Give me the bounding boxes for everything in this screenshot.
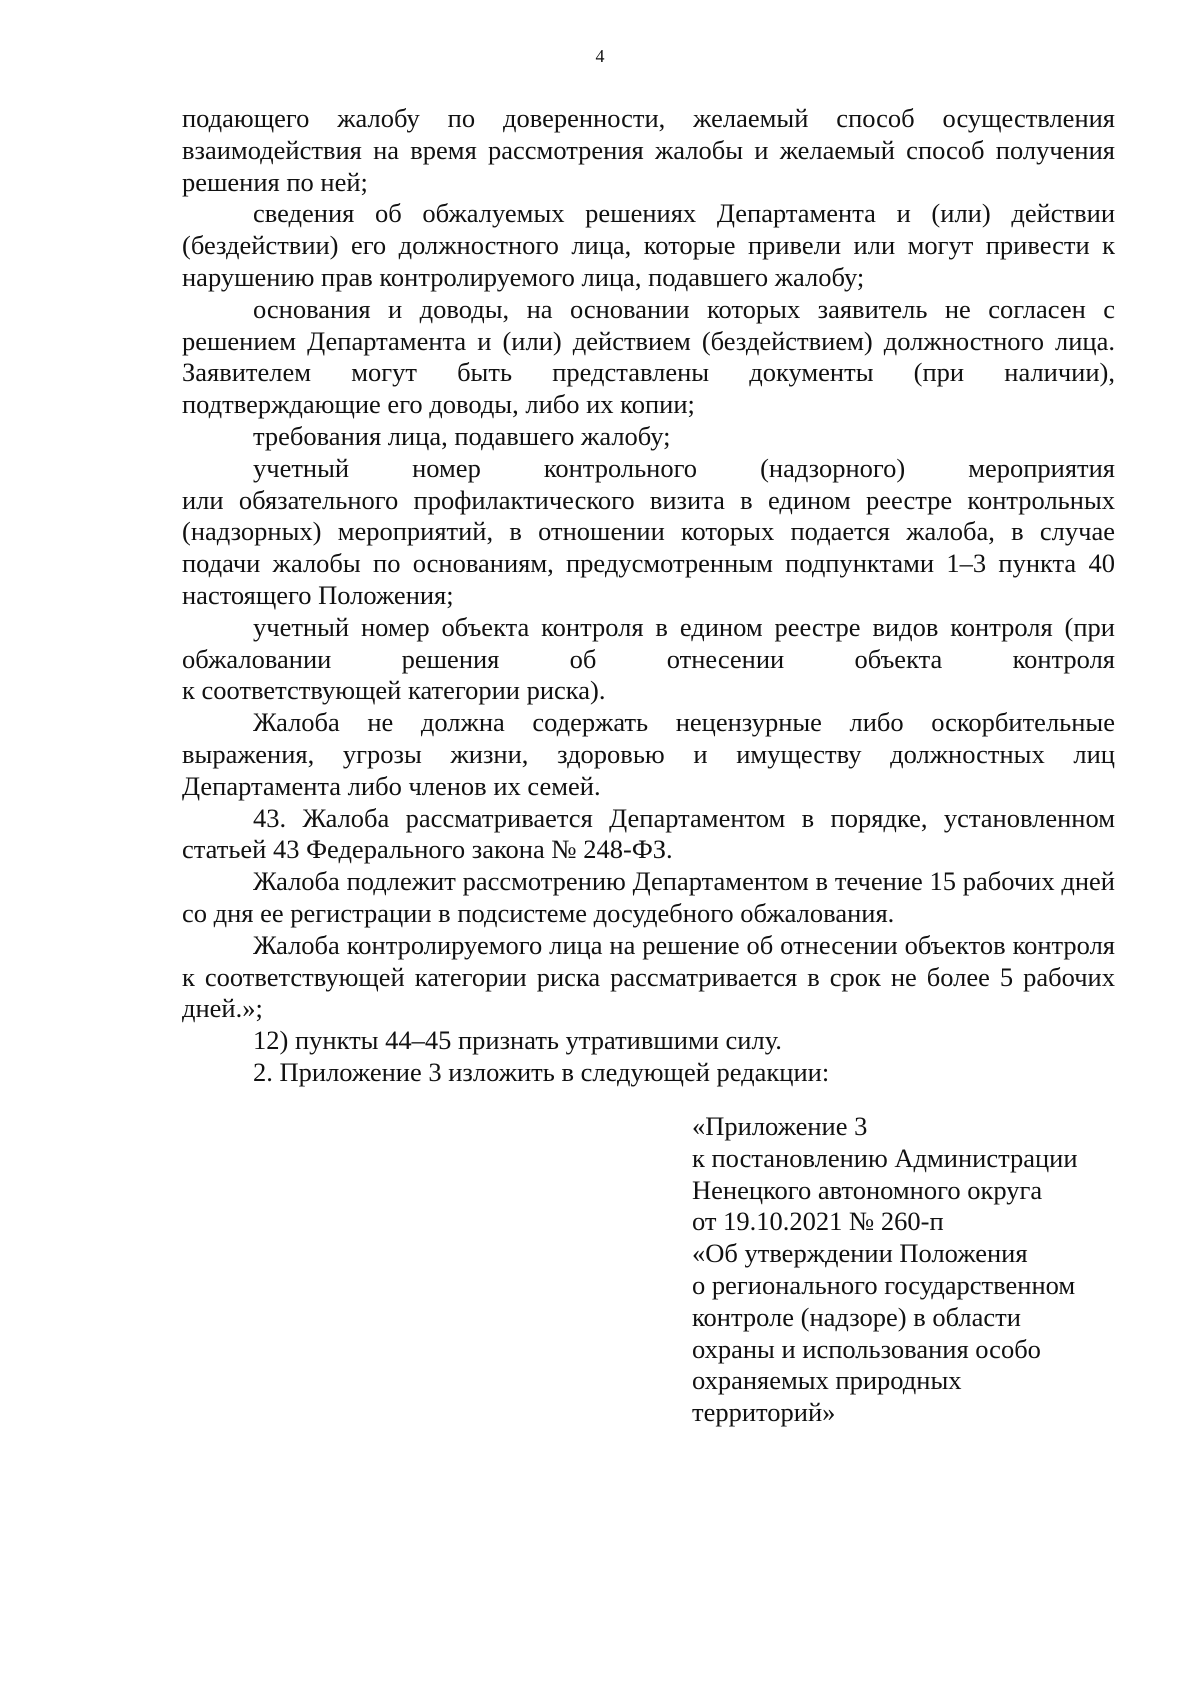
paragraph: подающего жалобу по доверенности, желаемый способ осуществления взаимодействия на время рассмотрения жалобы и желаемый способ получения решения по ней;: [182, 103, 1115, 197]
page-number: 4: [595, 46, 605, 66]
appendix-line: Ненецкого автономного округа: [692, 1174, 1043, 1205]
appendix-line: охраняемых природных: [692, 1365, 962, 1396]
appendix-heading: [692, 1111, 1132, 1429]
appendix-line: «Об утверждении Положения: [692, 1238, 1028, 1269]
document-body: [182, 103, 1115, 1089]
appendix-line: от 19.10.2021 № 260-п: [692, 1206, 944, 1237]
appendix-line: контроле (надзоре) в области: [692, 1301, 1021, 1332]
appendix-line: о регионального государственном: [692, 1269, 1076, 1300]
paragraph: основания и доводы, на основании которых заявитель не согласен с решением Департамента и (или) действием (бездействием) должностного лица. Заявителем могут быть представлены документы (при наличии), подтверждающие его доводы, либо их копии;: [182, 293, 1115, 420]
paragraph: Жалоба контролируемого лица на решение об отнесении объектов контроля к соответствующей категории риска рассматривается в срок не более 5 рабочих дней.»;: [182, 929, 1115, 1024]
appendix-line: к постановлению Администрации: [692, 1142, 1078, 1173]
appendix-line: «Приложение 3: [692, 1111, 868, 1141]
paragraph: учетный номер контрольного (надзорного) мероприятия: [253, 452, 1115, 483]
paragraph: или обязательного профилактического визита в едином реестре контрольных (надзорных) мероприятий, в отношении которых подается жалоба, в случае подачи жалобы по основаниям, предусмотренным подпунктами 1–3 пункта 40 настоящего Положения;: [182, 484, 1115, 610]
paragraph: 2. Приложение 3 изложить в следующей редакции:: [253, 1056, 830, 1087]
paragraph: к соответствующей категории риска).: [182, 675, 606, 706]
paragraph: требования лица, подавшего жалобу;: [253, 420, 671, 451]
paragraph: Жалоба подлежит рассмотрению Департаментом в течение 15 рабочих дней со дня ее регистрации в подсистеме досудебного обжалования.: [182, 866, 1115, 928]
paragraph: 43. Жалоба рассматривается Департаментом в порядке, установленном статьей 43 Федерального закона № 248-ФЗ.: [182, 802, 1115, 865]
paragraph: Жалоба не должна содержать нецензурные либо оскорбительные выражения, угрозы жизни, здоровью и имуществу должностных лиц Департамента либо членов их семей.: [182, 707, 1115, 801]
appendix-line: охраны и использования особо: [692, 1333, 1041, 1364]
appendix-line: территорий»: [692, 1397, 836, 1428]
paragraph: сведения об обжалуемых решениях Департамента и (или) действии (бездействии) его должностного лица, которые привели или могут привести к нарушению прав контролируемого лица, подавшего жалобу;: [182, 198, 1115, 292]
paragraph: 12) пункты 44–45 признать утратившими силу.: [253, 1025, 782, 1056]
paragraph: учетный номер объекта контроля в едином реестре видов контроля (при обжаловании решения об отнесении объекта контроля: [182, 611, 1115, 674]
